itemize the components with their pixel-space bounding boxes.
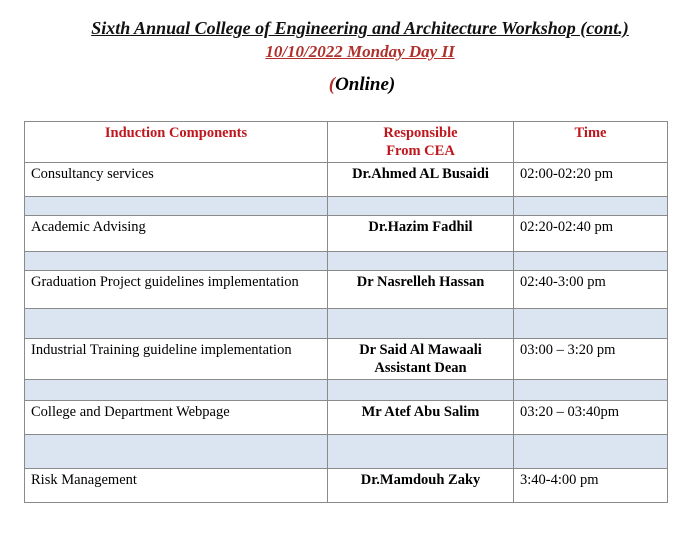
component-cell: Risk Management — [25, 469, 328, 503]
component-cell: College and Department Webpage — [25, 401, 328, 435]
header-components: Induction Components — [25, 122, 328, 163]
spacer-row — [25, 252, 668, 271]
header-responsible-label: Responsible — [383, 125, 458, 141]
responsible-cell: Dr Nasrelleh Hassan — [328, 271, 514, 309]
time-cell: 03:00 – 3:20 pm — [514, 339, 668, 380]
date-line: 10/10/2022 Monday Day II — [265, 42, 455, 61]
table-header-row — [25, 122, 668, 163]
session-mode — [20, 73, 684, 97]
mode-text: Online) — [335, 74, 396, 95]
table-row — [25, 216, 668, 252]
responsible-title: Assistant Dean — [374, 360, 467, 376]
spacer-row — [25, 380, 668, 401]
time-cell: 02:40-3:00 pm — [514, 271, 668, 309]
time-cell: 03:20 – 03:40pm — [514, 401, 668, 435]
responsible-cell: Mr Atef Abu Salim — [328, 401, 514, 435]
table-row — [25, 469, 668, 503]
spacer-row — [25, 435, 668, 469]
mode-open-paren: ( — [328, 74, 336, 95]
header-responsible-sub: From CEA — [386, 143, 455, 159]
table-row — [25, 163, 668, 197]
responsible-cell: Dr.Ahmed AL Busaidi — [328, 163, 514, 197]
spacer-row — [25, 197, 668, 216]
component-cell: Industrial Training guideline implementation — [25, 339, 328, 380]
component-cell: Graduation Project guidelines implementation — [25, 271, 328, 309]
responsible-cell — [328, 339, 514, 380]
schedule-table — [24, 121, 668, 503]
component-cell: Academic Advising — [25, 216, 328, 252]
component-cell: Consultancy services — [25, 163, 328, 197]
responsible-cell: Dr.Mamdouh Zaky — [328, 469, 514, 503]
document-title: Sixth Annual College of Engineering and Architecture Workshop (cont.) — [91, 18, 629, 38]
header-responsible — [328, 122, 514, 163]
time-cell: 3:40-4:00 pm — [514, 469, 668, 503]
spacer-row — [25, 309, 668, 339]
table-row — [25, 401, 668, 435]
responsible-name: Dr Said Al Mawaali — [359, 342, 482, 358]
table-row — [25, 271, 668, 309]
header-time: Time — [514, 122, 668, 163]
table-row — [25, 339, 668, 380]
responsible-cell: Dr.Hazim Fadhil — [328, 216, 514, 252]
time-cell: 02:20-02:40 pm — [514, 216, 668, 252]
time-cell: 02:00-02:20 pm — [514, 163, 668, 197]
